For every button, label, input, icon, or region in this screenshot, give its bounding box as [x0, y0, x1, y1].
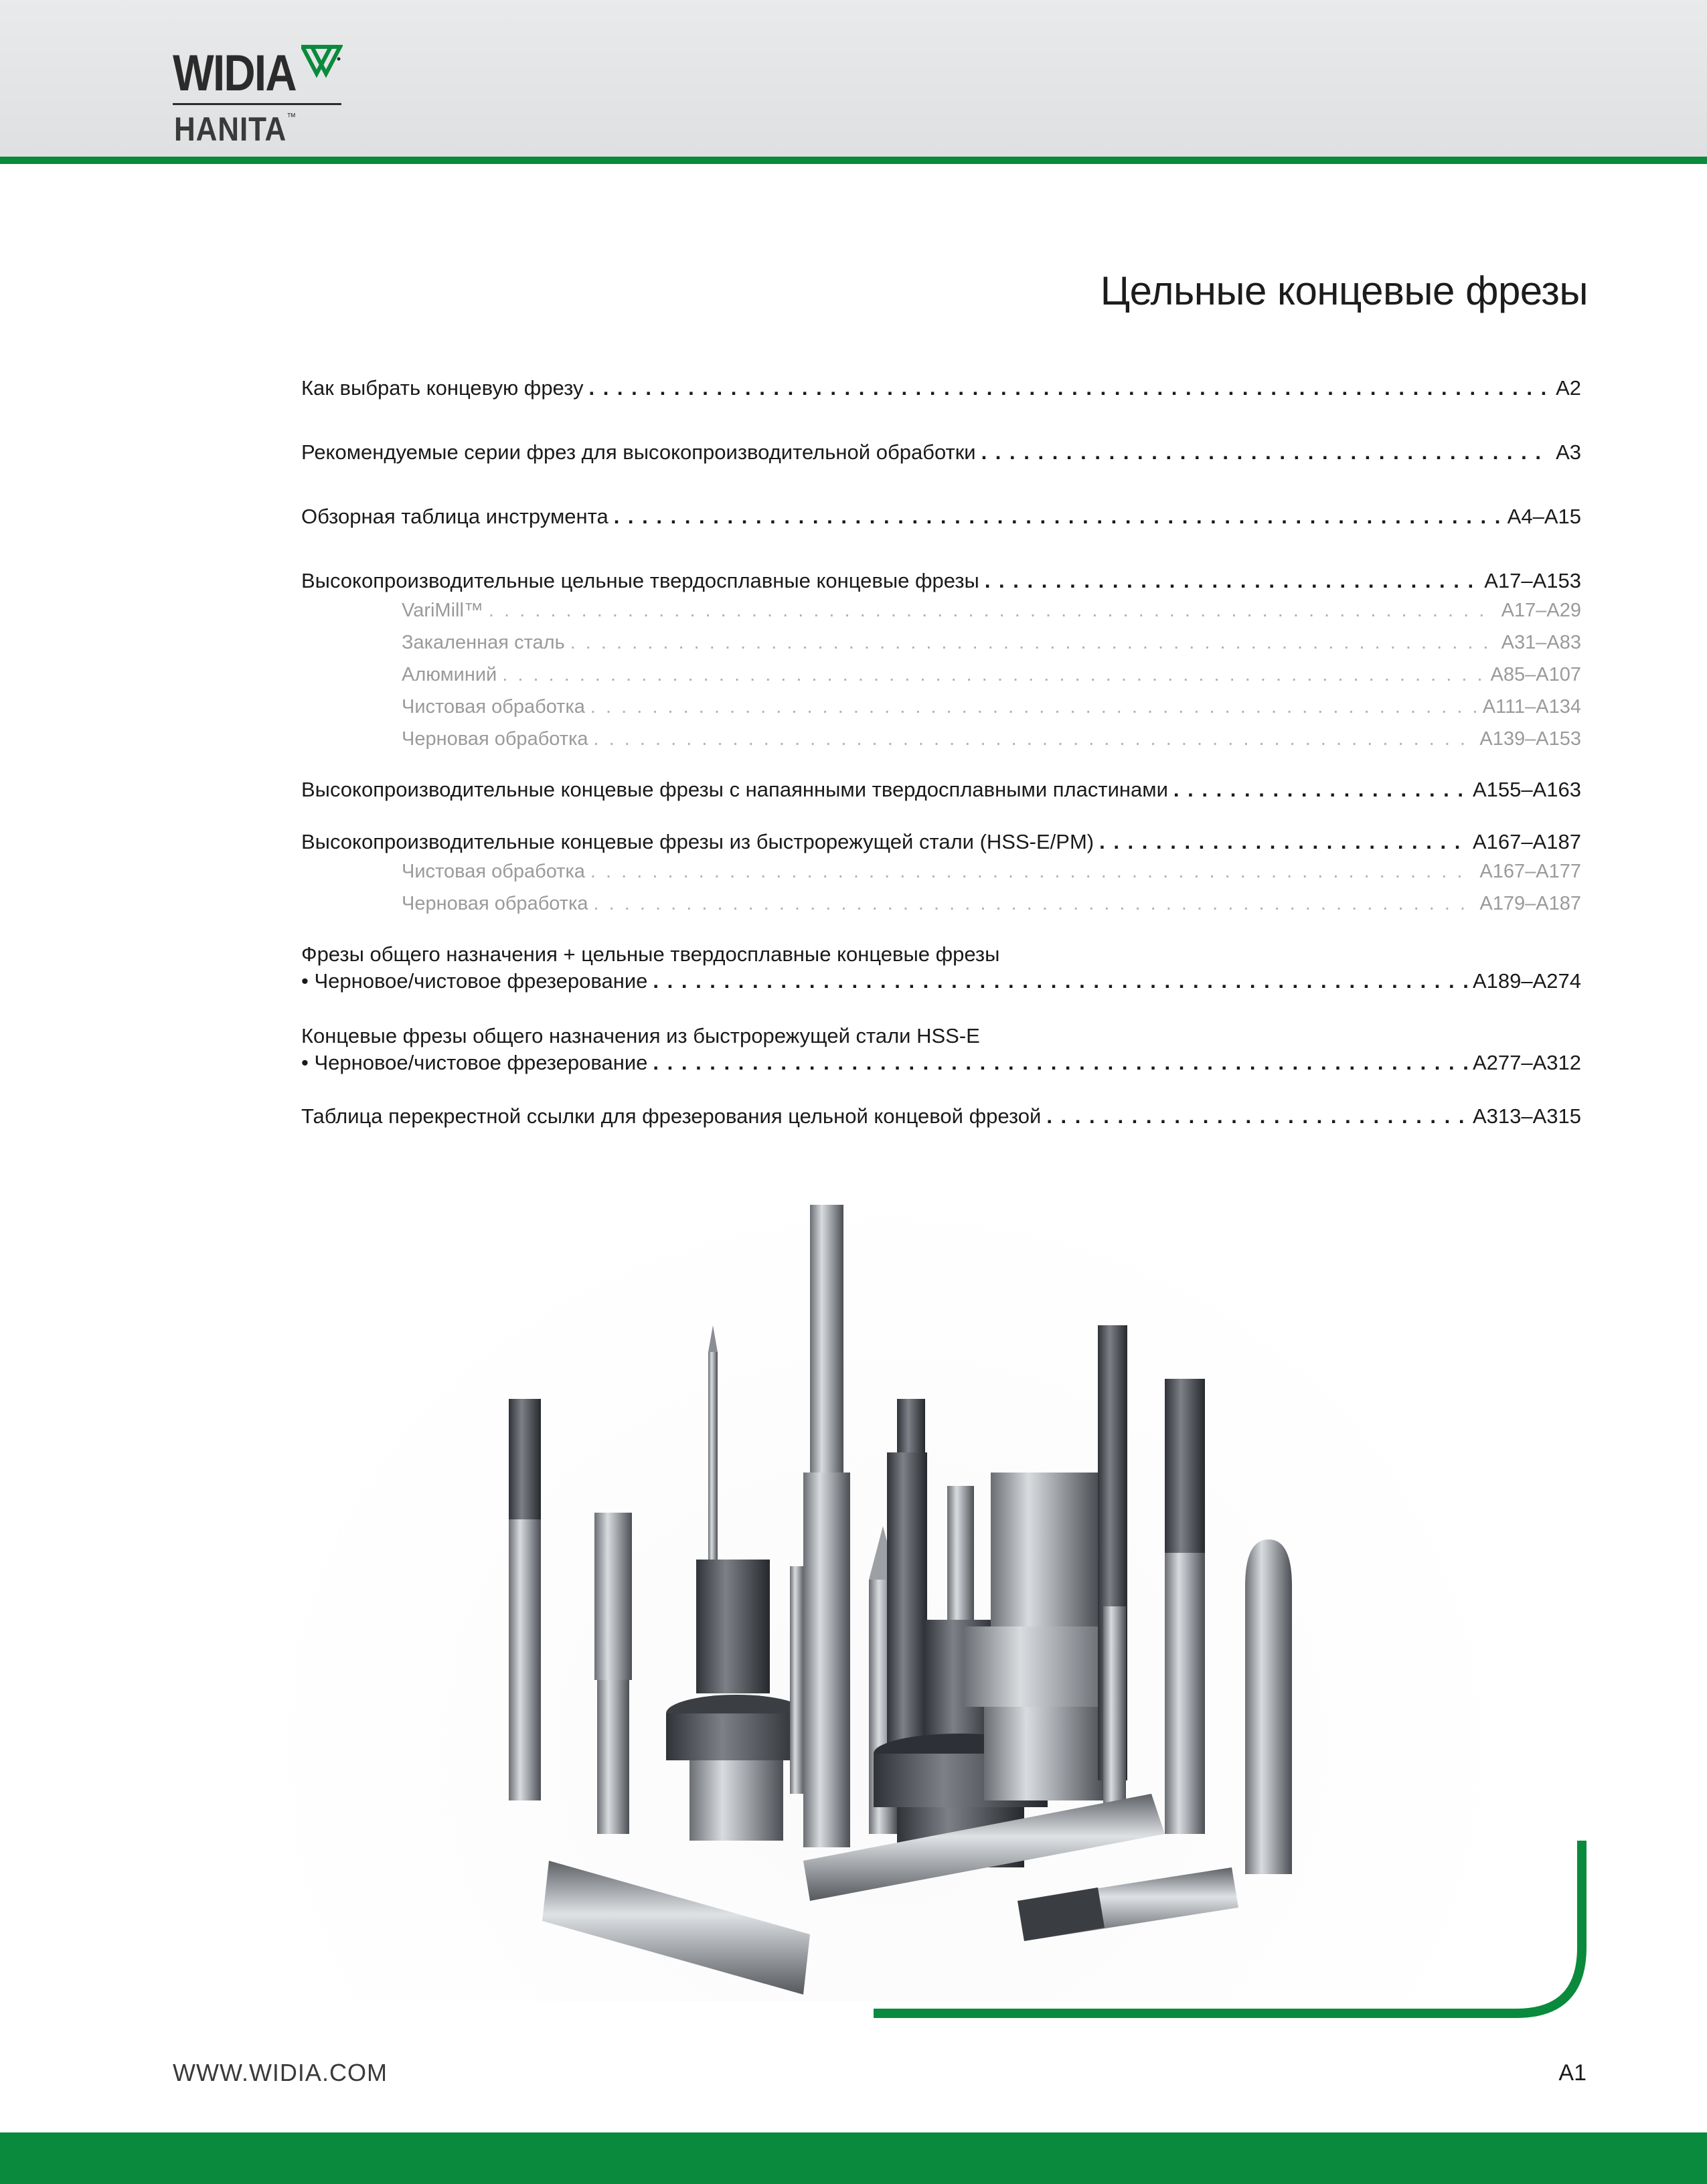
toc-entry-label: Высокопроизводительные цельные твердосплавные концевые фрезы — [301, 569, 979, 592]
toc-subentry-roughing[interactable] — [301, 888, 1581, 920]
toc-entry-label: Обзорная таблица инструмента — [301, 505, 608, 528]
horizontal-reamer — [542, 1861, 810, 1995]
toc-subentry-page: A111–A134 — [1482, 696, 1581, 718]
toc-subentry-page: A31–A83 — [1501, 632, 1581, 653]
toc-entry-heading: Концевые фрезы общего назначения из быстрорежущей стали HSS-E — [301, 1024, 980, 1047]
footer-website-link[interactable]: WWW.WIDIA.COM — [173, 2059, 388, 2086]
toc-entry-page: A4–A15 — [1507, 505, 1581, 528]
twist-drill — [1098, 1325, 1127, 1841]
footer-page-number: A1 — [1558, 2060, 1587, 2086]
header-rule — [0, 157, 1707, 164]
toc-entry-heading: Фрезы общего назначения + цельные твердосплавные концевые фрезы — [301, 942, 1000, 966]
toc-entry-label: Рекомендуемые серии фрез для высокопроизводительной обработки — [301, 440, 976, 464]
toc-subentry-aluminium[interactable] — [301, 659, 1581, 691]
widia-hanita-logo[interactable] — [173, 43, 347, 150]
toc-subentry-label: Черновая обработка — [402, 893, 588, 914]
toc-entry-brazed-inserts[interactable] — [301, 776, 1581, 803]
toc-subentry-page: A139–A153 — [1479, 728, 1581, 750]
toc-entry-page: A155–A163 — [1472, 778, 1581, 801]
toc-entry-hss-pm[interactable] — [301, 829, 1581, 855]
toc-subentry-label: VariMill™ — [402, 600, 483, 621]
toc-subentry-label: Закаленная сталь — [402, 632, 565, 653]
small-end-mill — [790, 1566, 805, 1794]
toc-subentry-hardened-steel[interactable] — [301, 626, 1581, 659]
toc-entry-label: • Черновое/чистовое фрезерование — [301, 1051, 648, 1074]
reamer — [594, 1513, 632, 1834]
toc-entry-label: Высокопроизводительные концевые фрезы с напаянными твердосплавными пластинами — [301, 778, 1168, 801]
toc-entry-label: Таблица перекрестной ссылки для фрезерования цельной концевой фрезой — [301, 1104, 1042, 1128]
toc-leader-dots — [653, 968, 1467, 995]
toc-leader-dots — [590, 691, 1477, 723]
toc-entry-page: A17–A153 — [1484, 569, 1581, 592]
toc-entry-overview-table[interactable] — [301, 503, 1581, 530]
toc-leader-dots — [1046, 1103, 1467, 1130]
toc-subentry-page: A17–A29 — [1501, 600, 1581, 621]
toc-entry-label: Как выбрать концевую фрезу — [301, 376, 584, 400]
toc-entry-page: A167–A187 — [1472, 830, 1581, 853]
toc-entry-page: A2 — [1556, 376, 1581, 400]
end-mill-left — [509, 1399, 541, 1800]
brand-secondary: HANITA™ — [174, 110, 297, 148]
page-title: Цельные концевые фрезы — [1100, 268, 1588, 313]
toc-leader-dots — [489, 594, 1496, 626]
toc-leader-dots — [1173, 776, 1467, 803]
toc-leader-dots — [570, 626, 1496, 659]
toc-entry-label: Высокопроизводительные концевые фрезы из быстрорежущей стали (HSS-E/PM) — [301, 830, 1094, 853]
toc-leader-dots — [614, 503, 1502, 530]
toc-entry-page: A313–A315 — [1472, 1104, 1581, 1128]
toc-leader-dots — [653, 1049, 1467, 1076]
toc-leader-dots — [502, 659, 1485, 691]
long-boring-bar — [803, 1205, 850, 1847]
toc-entry-label: • Черновое/чистовое фрезерование — [301, 969, 648, 993]
toc-entry-how-to-choose[interactable] — [301, 375, 1581, 402]
toc-leader-dots — [985, 568, 1479, 594]
toc-subentry-page: A85–A107 — [1490, 664, 1581, 685]
toc-entry-page: A189–A274 — [1472, 969, 1581, 993]
toc-leader-dots — [594, 888, 1475, 920]
toc-entry-solid-carbide[interactable] — [301, 568, 1581, 594]
toc-subentry-finishing[interactable] — [301, 691, 1581, 723]
green-corner-curve — [874, 1841, 1593, 2025]
shrink-fit-holder — [887, 1399, 927, 1774]
toc-leader-dots — [590, 855, 1474, 888]
square-end-mill — [1165, 1379, 1205, 1834]
footer-band — [0, 2132, 1707, 2184]
toc-subentry-roughing[interactable] — [301, 723, 1581, 755]
table-of-contents — [301, 375, 1581, 1130]
brand-primary: WIDIA — [173, 45, 296, 102]
toc-subentry-page: A167–A177 — [1479, 861, 1581, 882]
logo-divider — [173, 103, 341, 105]
toc-entry-page: A3 — [1556, 440, 1581, 464]
toc-subentry-label: Черновая обработка — [402, 728, 588, 750]
toc-subentry-label: Чистовая обработка — [402, 861, 585, 882]
toc-entry-general-hss[interactable] — [301, 1049, 1581, 1076]
toc-entry-cross-reference[interactable] — [301, 1103, 1581, 1130]
widia-triangle-mark-icon — [301, 44, 343, 80]
toc-leader-dots — [588, 375, 1550, 402]
toc-entry-recommended-series[interactable] — [301, 439, 1581, 466]
toc-entry-general-carbide[interactable] — [301, 968, 1581, 995]
toc-subentry-label: Чистовая обработка — [402, 696, 585, 718]
toc-subentry-finishing[interactable] — [301, 855, 1581, 888]
toc-entry-page: A277–A312 — [1472, 1051, 1581, 1074]
toc-leader-dots — [1099, 829, 1467, 855]
indexable-cutter-left — [666, 1560, 807, 1841]
toc-leader-dots — [981, 439, 1551, 466]
ball-end-mill — [1245, 1539, 1292, 1874]
toc-subentry-label: Алюминий — [402, 664, 497, 685]
toc-subentry-varimill[interactable] — [301, 594, 1581, 626]
toc-leader-dots — [594, 723, 1475, 755]
toc-subentry-page: A179–A187 — [1479, 893, 1581, 914]
